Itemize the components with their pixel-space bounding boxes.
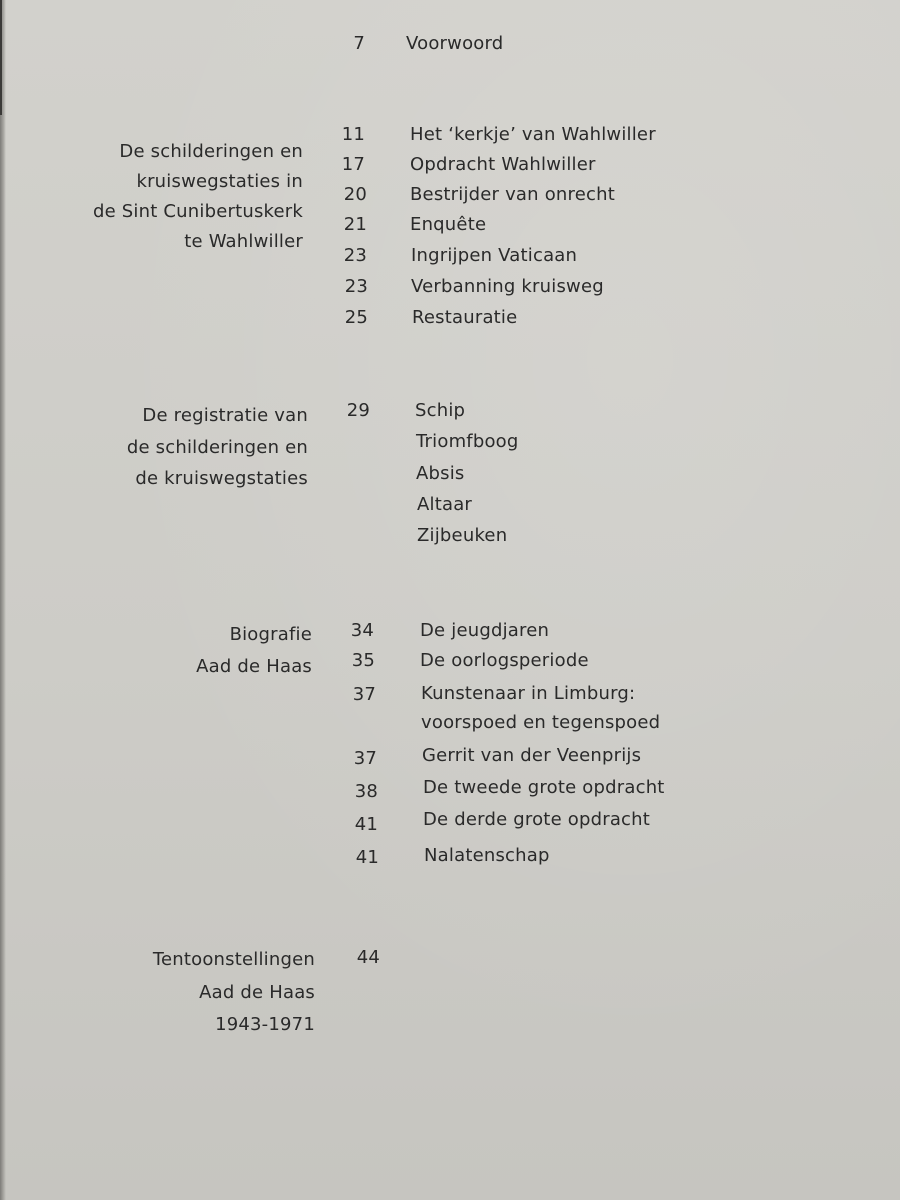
entry-number: 35: [351, 650, 375, 671]
section-3-heading-line: Biografie: [229, 624, 312, 645]
entry-number: 37: [353, 748, 377, 769]
entry-number: 20: [343, 184, 367, 205]
entry-number: 29: [346, 400, 370, 421]
section-3-heading-line: Aad de Haas: [196, 656, 312, 677]
section-4-heading-line: Tentoonstellingen: [152, 949, 315, 970]
entry-title: De tweede grote opdracht: [423, 777, 665, 798]
entry-number: 41: [355, 847, 379, 868]
entry-title: De jeugdjaren: [420, 620, 550, 641]
entry-number: 23: [344, 276, 368, 297]
entry-number: 38: [354, 781, 378, 802]
entry-title: Het ‘kerkje’ van Wahlwiller: [410, 124, 656, 145]
entry-number: 11: [341, 124, 365, 145]
section-2-heading-line: de kruiswegstaties: [135, 468, 308, 489]
section-1-heading-line: de Sint Cunibertuskerk: [92, 201, 303, 222]
entry-title: Nalatenschap: [424, 845, 550, 866]
entry-number: 41: [354, 814, 378, 835]
entry-title: Absis: [416, 463, 465, 484]
preface-title: Voorwoord: [406, 33, 504, 54]
entry-title: voorspoed en tegenspoed: [421, 712, 661, 733]
entry-number: 34: [350, 620, 374, 641]
section-4-heading-line: 1943-1971: [215, 1014, 315, 1035]
entry-title: Opdracht Wahlwiller: [410, 154, 596, 175]
entry-title: Altaar: [417, 494, 473, 515]
entry-number: 23: [343, 245, 367, 266]
section-1-heading-line: De schilderingen en: [119, 141, 303, 162]
entry-title: Restauratie: [412, 307, 518, 328]
entry-title: Ingrijpen Vaticaan: [411, 245, 578, 266]
entry-title: Triomfboog: [416, 431, 519, 452]
binding-shadow: [0, 0, 2, 115]
entry-title: Kunstenaar in Limburg:: [421, 683, 636, 704]
entry-title: Schip: [415, 400, 466, 421]
section-1-heading-line: kruiswegstaties in: [136, 171, 303, 192]
entry-number: 37: [352, 684, 376, 705]
entry-title: Enquête: [410, 214, 487, 235]
section-4-heading-line: Aad de Haas: [199, 982, 315, 1003]
entry-title: Gerrit van der Veenprijs: [422, 745, 642, 766]
entry-number: 17: [341, 154, 365, 175]
entry-number: 21: [343, 214, 367, 235]
entry-title: Bestrijder van onrecht: [410, 184, 615, 205]
entry-title: De oorlogsperiode: [420, 650, 589, 671]
entry-number: 44: [356, 947, 380, 968]
page-edge: [0, 0, 6, 1200]
section-1-heading-line: te Wahlwiller: [184, 231, 303, 252]
section-2-heading-line: de schilderingen en: [126, 437, 308, 458]
section-2-heading-line: De registratie van: [142, 405, 308, 426]
entry-title: Verbanning kruisweg: [411, 276, 604, 297]
entry-number: 25: [344, 307, 368, 328]
entry-title: De derde grote opdracht: [423, 809, 651, 830]
entry-title: Zijbeuken: [417, 525, 508, 546]
preface-number: 7: [353, 33, 365, 54]
